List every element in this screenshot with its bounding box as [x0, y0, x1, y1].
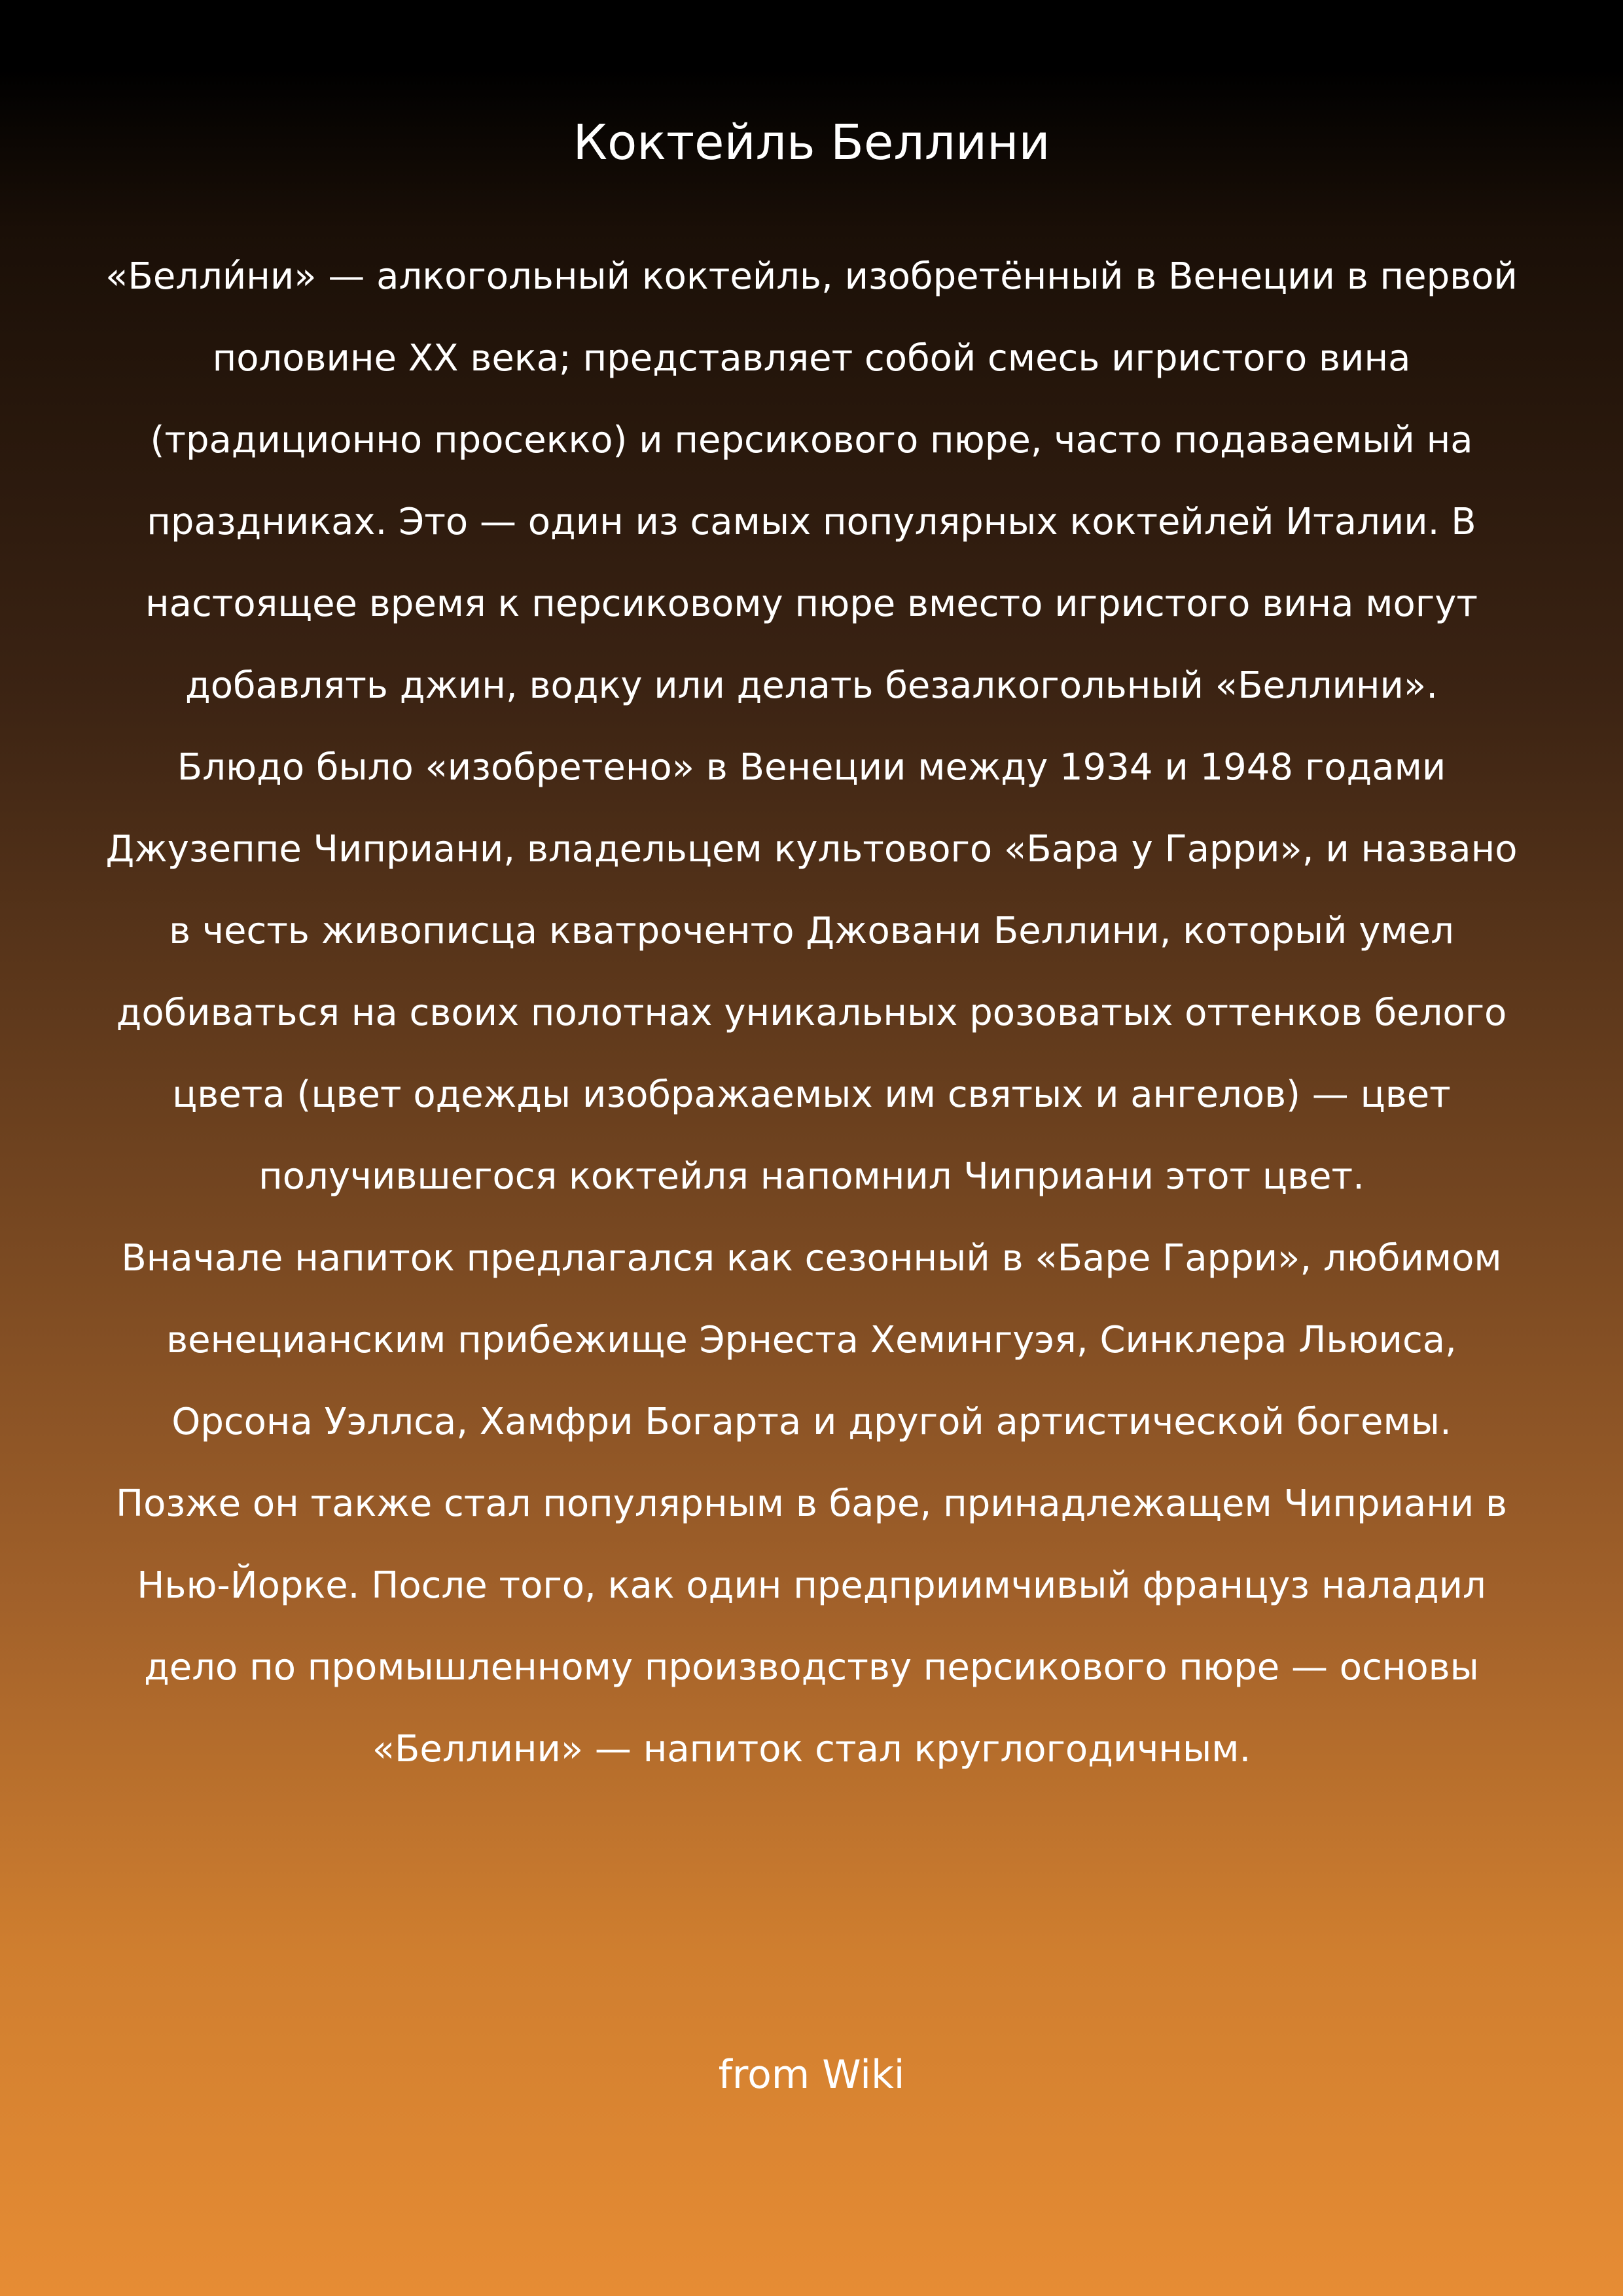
document-body — [105, 236, 1518, 1790]
paragraph-history: Блюдо было «изобретено» в Венеции между 1934 и 1948 годами Джузеппе Чиприани, владельцем культового «Бара у Гарри», и названо в честь живописца кватроченто Джовани Беллини, который умел добиваться на своих полотнах уникальных розоватых оттенков белого цвета (цвет одежды изображаемых им святых и ангелов) — цвет получившегося коктейля напомнил Чиприани этот цвет. — [105, 746, 1518, 1198]
document-title: Коктейль Беллини — [573, 114, 1050, 171]
paragraph-popularity: Вначале напиток предлагался как сезонный в «Баре Гарри», любимом венецианским прибежище Эрнеста Хемингуэя, Синклера Льюиса, Орсона Уэллса, Хамфри Богарта и другой артистической богемы. Позже он также стал популярным в баре, принадлежащем Чиприани в Нью-Йорке. После того, как один предприимчивый француз наладил дело по промышленному производству персикового пюре — основы «Беллини» — напиток стал круглогодичным. — [115, 1237, 1508, 1770]
paragraph-intro: «Белли́ни» — алкогольный коктейль, изобретённый в Венеции в первой половине XX века; представляет собой смесь игристого вина (традиционно просекко) и персикового пюре, часто подаваемый на праздниках. Это — один из самых популярных коктейлей Италии. В настоящее время к персиковому пюре вместо игристого вина могут добавлять джин, водку или делать безалкогольный «Беллини». — [105, 255, 1518, 707]
source-credit: from Wiki — [718, 2052, 905, 2098]
